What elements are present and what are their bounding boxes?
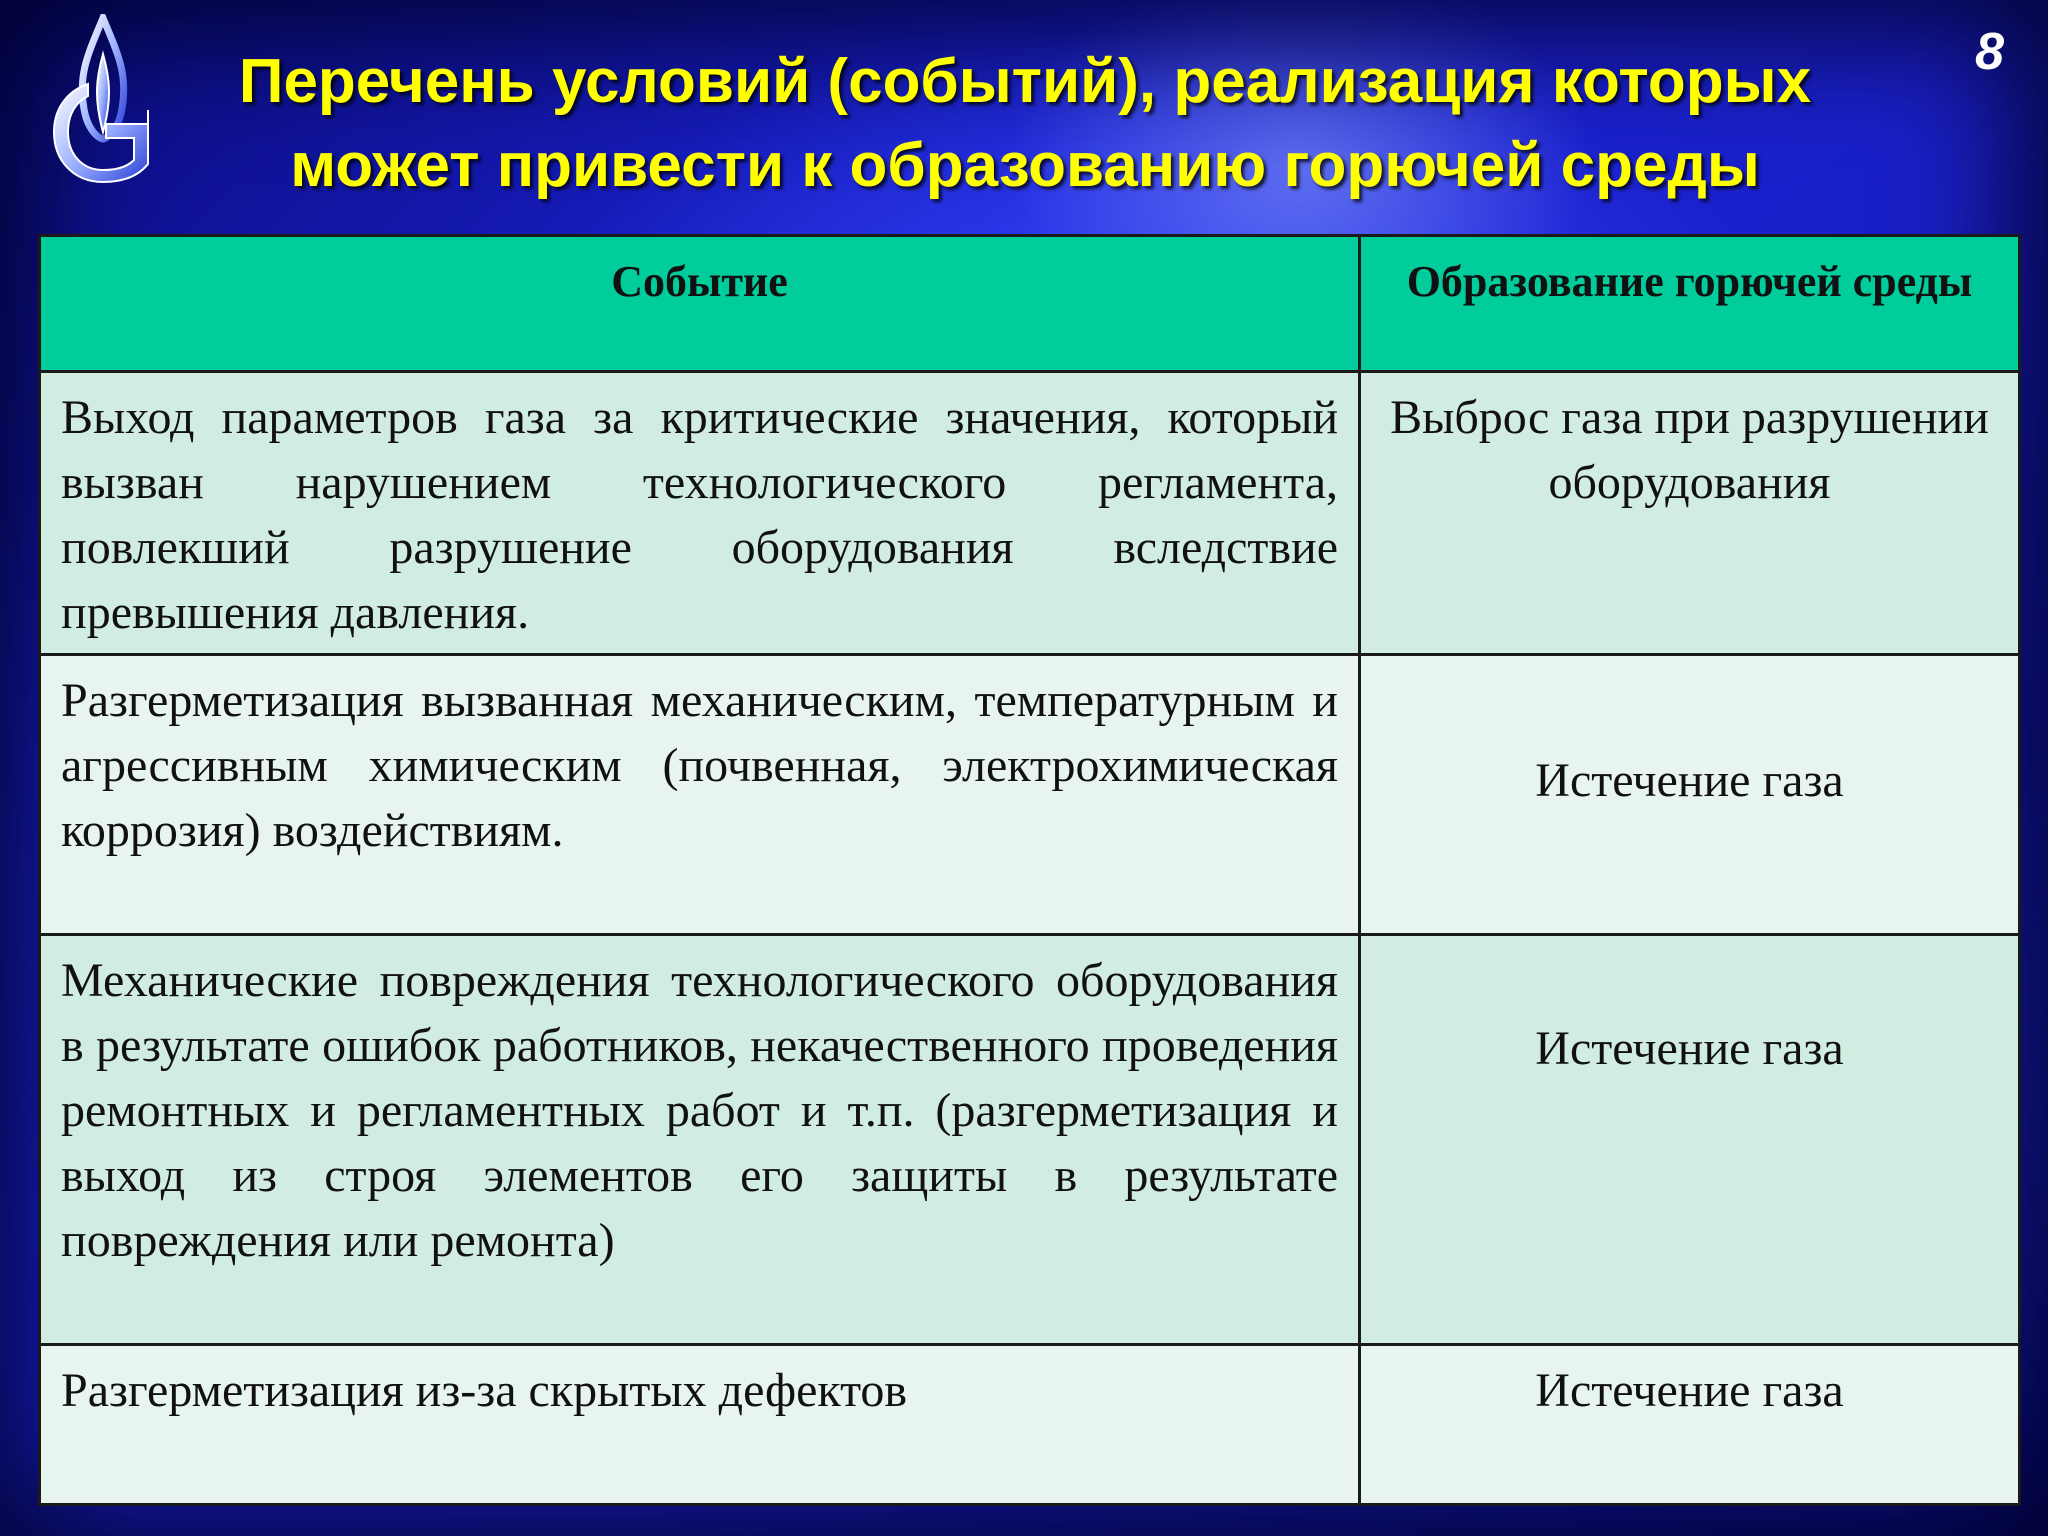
table-row — [40, 372, 2020, 655]
event-cell: Разгерметизация из-за скрытых дефектов — [40, 1345, 1360, 1505]
result-cell: Истечение газа — [1360, 1345, 2020, 1505]
event-cell: Выход параметров газа за критические значения, который вызван нарушением технологического регламента, повлекший разрушение оборудования вследствие превышения давления. — [40, 372, 1360, 655]
event-cell: Механические повреждения технологического оборудования в результате ошибок работников, некачественного проведения ремонтных и регламентных работ и т.п. (разгерметизация и выход из строя элементов его защиты в результате повреждения или ремонта) — [40, 935, 1360, 1345]
table-row — [40, 655, 2020, 935]
result-cell: Выброс газа при разрушении оборудования — [1360, 372, 2020, 655]
table-row — [40, 935, 2020, 1345]
slide-number: 8 — [1975, 23, 2004, 81]
column-header-result: Образование горючей среды — [1360, 236, 2020, 372]
title-line-2: может привести к образованию горючей среды — [290, 131, 1760, 200]
title-line-1: Перечень условий (событий), реализация которых — [238, 47, 1812, 116]
column-header-event: Событие — [40, 236, 1360, 372]
result-cell: Истечение газа — [1360, 655, 2020, 935]
result-cell: Истечение газа — [1360, 935, 2020, 1345]
table-row — [40, 1345, 2020, 1505]
table-header-row — [40, 236, 2020, 372]
event-cell: Разгерметизация вызванная механическим, температурным и агрессивным химическим (почвенная, электрохимическая коррозия) воздействиям. — [40, 655, 1360, 935]
page-title — [150, 40, 1900, 208]
events-table — [38, 234, 2021, 1506]
gazprom-flame-logo-icon — [48, 14, 158, 184]
